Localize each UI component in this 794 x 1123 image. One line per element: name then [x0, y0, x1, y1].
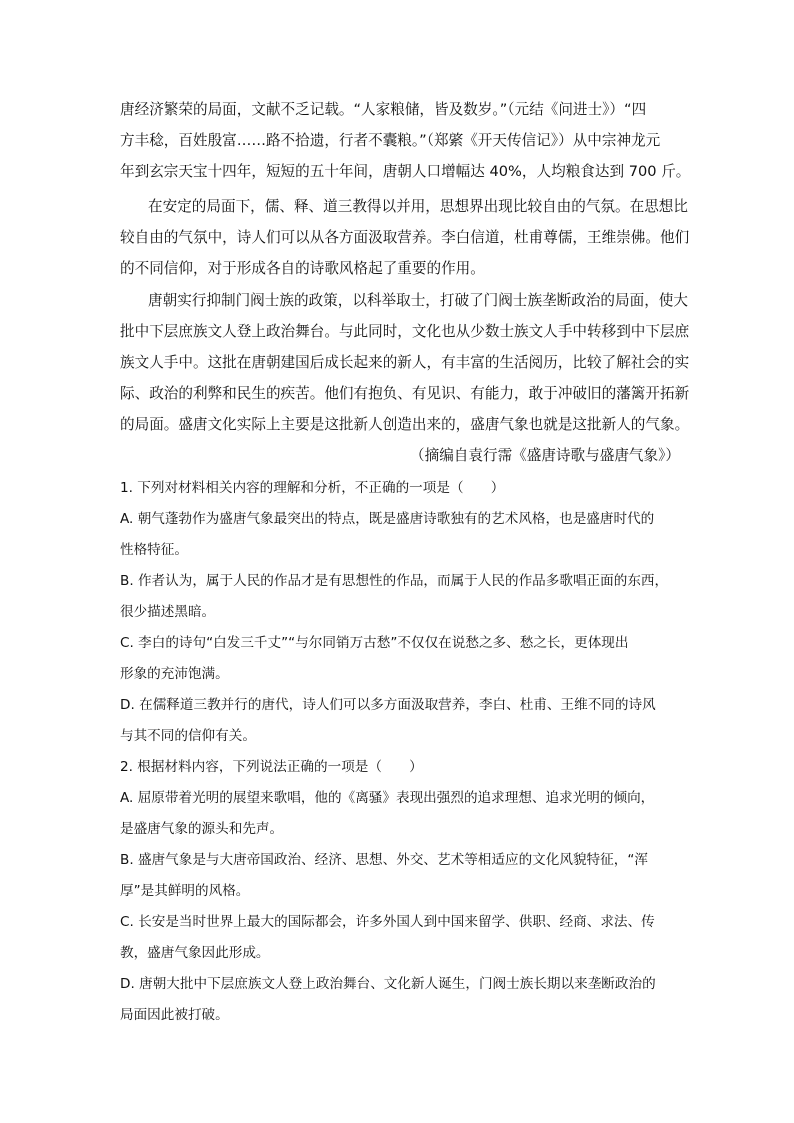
- option-b: B. 盛唐气象是与大唐帝国政治、经济、思想、外交、艺术等相适应的文化风貌特征，“浑: [120, 852, 648, 868]
- option-c-continued: 教，盛唐气象因此形成。: [120, 945, 270, 961]
- passage-line: 唐经济繁荣的局面，文献不乏记载。“人家粮储，皆及数岁。”（元结《问进士》）“四: [120, 101, 647, 118]
- passage-line: 族文人手中。这批在唐朝建国后成长起来的新人，有丰富的生活阅历，比较了解社会的实: [120, 354, 690, 371]
- option-a-continued: 是盛唐气象的源头和先声。: [120, 821, 284, 837]
- passage-line: 在安定的局面下，儒、释、道三教得以并用，思想界出现比较自由的气氛。在思想比: [148, 198, 688, 215]
- option-c: C. 李白的诗句“白发三千丈”“与尔同销万古愁”不仅仅在说愁之多、愁之长，更体现出: [120, 635, 629, 651]
- question-stem: 2. 根据材料内容，下列说法正确的一项是（ ）: [120, 759, 423, 775]
- option-b-continued: 很少描述黑暗。: [120, 604, 216, 620]
- option-b: B. 作者认为，属于人民的作品才是有思想性的作品，而属于人民的作品多歌唱正面的东西，: [120, 573, 669, 589]
- option-a: A. 屈原带着光明的展望来歌唱，他的《离骚》表现出强烈的追求理想、追求光明的倾向，: [120, 790, 655, 806]
- passage-line: 批中下层庶族文人登上政治舞台。与此同时，文化也从少数士族文人手中转移到中下层庶: [120, 323, 690, 340]
- passage-line: 年到玄宗天宝十四年，短短的五十年间，唐朝人口增幅达 40%，人均粮食达到 700 斤。: [120, 163, 691, 180]
- passage-line: 的不同信仰，对于形成各自的诗歌风格起了重要的作用。: [120, 260, 485, 277]
- source-citation: （摘编自袁行霈《盛唐诗歌与盛唐气象》）: [410, 447, 680, 464]
- option-a-continued: 性格特征。: [120, 542, 188, 558]
- option-c: C. 长安是当时世界上最大的国际都会，许多外国人到中国来留学、供职、经商、求法、传: [120, 914, 655, 930]
- question-stem: 1. 下列对材料相关内容的理解和分析，不正确的一项是（ ）: [120, 480, 505, 496]
- option-d-continued: 局面因此被打破。: [120, 1007, 229, 1023]
- passage-line: 方丰稔，百姓殷富……路不拾遗，行者不囊粮。”（郑綮《开天传信记》）从中宗神龙元: [120, 132, 661, 149]
- option-b-continued: 厚”是其鲜明的风格。: [120, 883, 250, 899]
- option-d: D. 在儒释道三教并行的唐代，诗人们可以多方面汲取营养，李白、杜甫、王维不同的诗风: [120, 697, 656, 713]
- passage-line: 际、政治的利弊和民生的疾苦。他们有抱负、有见识、有能力，敢于冲破旧的藩篱开拓新: [120, 385, 690, 402]
- passage-line: 唐朝实行抑制门阀士族的政策，以科举取士，打破了门阀士族垄断政治的局面，使大: [148, 292, 688, 309]
- option-a: A. 朝气蓬勃作为盛唐气象最突出的特点，既是盛唐诗歌独有的艺术风格，也是盛唐时代的: [120, 511, 655, 527]
- option-d: D. 唐朝大批中下层庶族文人登上政治舞台、文化新人诞生，门阀士族长期以来垄断政治的: [120, 976, 656, 992]
- passage-line: 较自由的气氛中，诗人们可以从各方面汲取营养。李白信道，杜甫尊儒，王维崇佛。他们: [120, 229, 690, 246]
- option-c-continued: 形象的充沛饱满。: [120, 666, 229, 682]
- option-d-continued: 与其不同的信仰有关。: [120, 728, 256, 744]
- passage-line: 的局面。盛唐文化实际上主要是这批新人创造出来的，盛唐气象也就是这批新人的气象。: [120, 416, 690, 433]
